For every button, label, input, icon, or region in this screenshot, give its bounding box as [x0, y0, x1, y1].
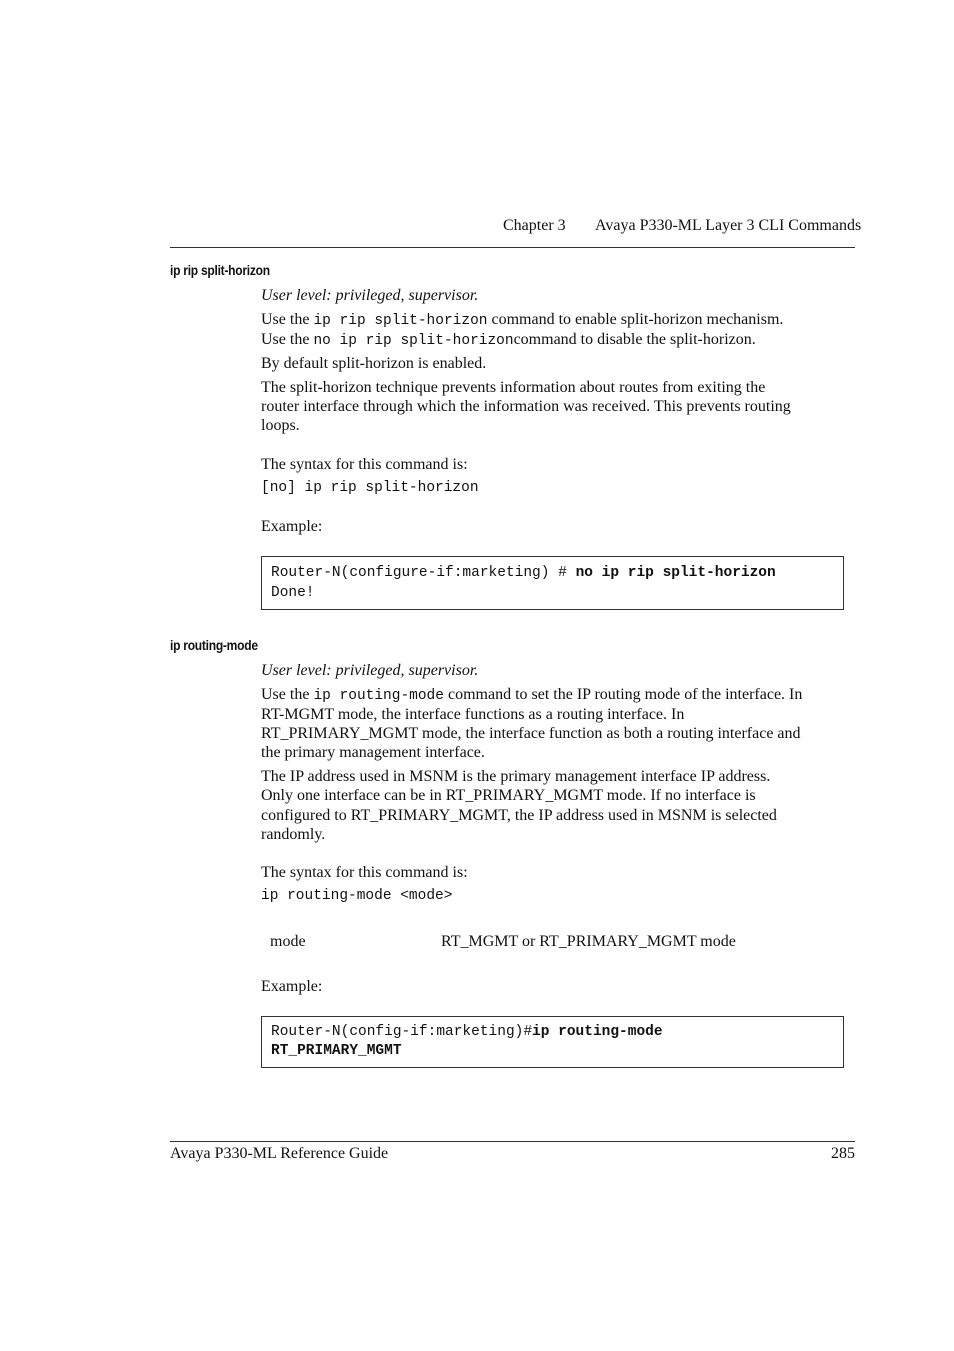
inline-command: ip rip split-horizon — [313, 313, 488, 329]
header-rule — [170, 247, 855, 248]
usage-text: command to set the IP routing mode of the interface. In — [443, 686, 803, 703]
usage-line-4: the primary management interface. — [261, 744, 485, 761]
syntax: [no] ip rip split-horizon — [261, 480, 479, 496]
example-code-box — [261, 556, 844, 610]
default-text: By default split-horizon is enabled. — [261, 355, 487, 372]
syntax-intro: The syntax for this command is: — [261, 864, 468, 881]
code-output: Done! — [271, 585, 315, 601]
code-prompt: Router-N(configure-if:marketing) # — [271, 565, 576, 581]
code-line — [271, 1023, 834, 1042]
usage-line-3: RT_PRIMARY_MGMT mode, the interface function as both a routing interface and — [261, 725, 801, 742]
code-command: RT_PRIMARY_MGMT — [271, 1043, 402, 1059]
footer-guide-title: Avaya P330-ML Reference Guide — [170, 1145, 389, 1162]
code-line — [271, 563, 834, 583]
usage-line-2: RT-MGMT mode, the interface functions as a routing interface. In — [261, 706, 685, 723]
section-heading-ip-routing-mode: ip routing-mode — [170, 637, 258, 653]
description-line: configured to RT_PRIMARY_MGMT, the IP address used in MSNM is selected — [261, 807, 777, 824]
description-line: randomly. — [261, 826, 326, 843]
header-title: Avaya P330-ML Layer 3 CLI Commands — [595, 217, 862, 234]
example-label: Example: — [261, 518, 323, 535]
param-description: RT_MGMT or RT_PRIMARY_MGMT mode — [441, 933, 736, 950]
user-level: User level: privileged, supervisor. — [261, 287, 479, 304]
usage-text: Use the — [261, 311, 314, 328]
section-heading-ip-rip-split-horizon: ip rip split-horizon — [170, 262, 270, 278]
usage-text: command to disable the split-horizon. — [513, 331, 756, 348]
usage-line-1 — [261, 685, 802, 706]
example-label: Example: — [261, 978, 323, 995]
header-chapter: Chapter 3 — [503, 217, 566, 234]
code-command: no ip rip split-horizon — [575, 565, 776, 581]
code-prompt: Router-N(config-if:marketing)# — [271, 1024, 533, 1040]
description-line: The split-horizon technique prevents information about routes from exiting the — [261, 379, 766, 396]
description-line: Only one interface can be in RT_PRIMARY_MGMT mode. If no interface is — [261, 787, 756, 804]
description-line: loops. — [261, 417, 300, 434]
code-line — [271, 1042, 834, 1061]
inline-command: no ip rip split-horizon — [313, 333, 514, 349]
example-code-box — [261, 1016, 844, 1068]
usage-text: Use the — [261, 331, 314, 348]
usage-line-2 — [261, 330, 756, 351]
footer-rule — [170, 1141, 855, 1142]
code-command: ip routing-mode — [532, 1024, 663, 1040]
description-line: The IP address used in MSNM is the primary management interface IP address. — [261, 768, 771, 785]
syntax-intro: The syntax for this command is: — [261, 456, 468, 473]
usage-line-1 — [261, 310, 783, 331]
usage-text: command to enable split-horizon mechanism. — [487, 311, 784, 328]
page-number: 285 — [831, 1145, 855, 1162]
syntax: ip routing-mode <mode> — [261, 888, 453, 904]
inline-command: ip routing-mode — [313, 688, 444, 704]
description-line: router interface through which the information was received. This prevents routing — [261, 398, 791, 415]
param-name: mode — [270, 933, 306, 950]
usage-text: Use the — [261, 686, 314, 703]
user-level: User level: privileged, supervisor. — [261, 662, 479, 679]
